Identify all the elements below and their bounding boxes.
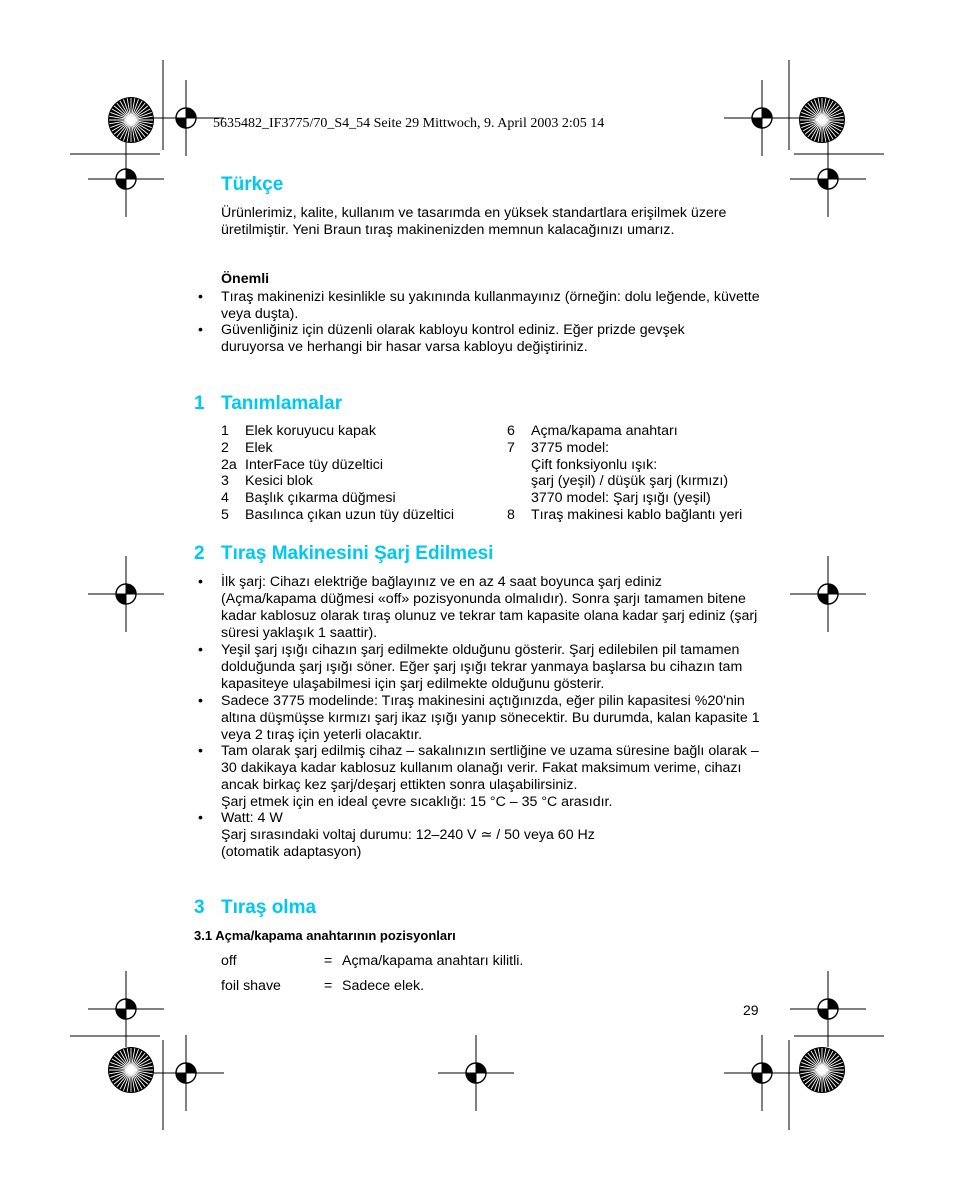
- position-key: off: [221, 953, 237, 969]
- page-number: 29: [743, 1002, 759, 1018]
- bullet-dot: •: [198, 322, 203, 338]
- position-sep: =: [324, 953, 333, 969]
- bullet-text: Yeşil şarj ışığı cihazın şarj edilmekte olduğunu gösterir. Şarj edilebilen pil tamamen dolduğunda şarj ışığı söner. Eğer şarj ışığı tekrar yanmaya başlarsa bu cihazın tam kapasiteye ulaşabilmesi için şarj edilmekte olduğunu gösterir.: [221, 642, 743, 692]
- part-label: Tıraş makinesi kablo bağlantı yeri: [531, 507, 743, 523]
- bullet-text: İlk şarj: Cihazı elektriğe bağlayınız ve en az 4 saat boyunca şarj ediniz (Açma/kapama düğmesi «off» pozisyonunda olmalıdır). Sonra şarjı tamamen bitene kadar kablosuz olarak tıraş olunuz ve tekrar tam kapasite olana kadar şarj ediniz (şarj süresi yaklaşık 1 saattir).: [221, 574, 758, 641]
- part-number: 7: [507, 439, 515, 456]
- bullet-text: Watt: 4 W: [221, 810, 283, 826]
- position-value: Sadece elek.: [342, 978, 425, 994]
- print-slug: 5635482_IF3775/70_S4_54 Seite 29 Mittwoch, 9. April 2003 2:05 14: [213, 116, 605, 131]
- important-bullet-1: [198, 289, 761, 323]
- bullet-text: Tam olarak şarj edilmiş cihaz – sakalınızın sertliğine ve uzama süresine bağlı olarak – 30 dakikaya kadar kablosuz kullanım olanağı verir. Fakat maksimum verime, cihazı ancak birkaç kez şarj/deşarj ettikten sonra ulaşabilirsiniz.: [221, 743, 759, 793]
- part-item: [507, 457, 657, 474]
- position-row: [221, 978, 424, 995]
- section-number: 2: [194, 543, 205, 564]
- starburst-mark: [108, 1047, 154, 1093]
- part-item: [507, 507, 742, 524]
- section-title: Tanımlamalar: [221, 393, 343, 414]
- part-label: Basılınca çıkan uzun tüy düzeltici: [245, 507, 454, 523]
- charging-bullet-1: [198, 574, 761, 642]
- position-row: [221, 953, 523, 970]
- part-label: Çift fonksiyonlu ışık:: [531, 456, 658, 473]
- part-label: Elek koruyucu kapak: [245, 423, 376, 439]
- part-label: Elek: [245, 439, 273, 456]
- important-label: Önemli: [221, 271, 270, 287]
- bullet-text-extra: (otomatik adaptasyon): [221, 844, 362, 860]
- part-label: InterFace tüy düzeltici: [245, 456, 383, 473]
- part-number: 6: [507, 423, 515, 439]
- part-item: [221, 473, 313, 490]
- charging-bullet-3: [198, 693, 761, 744]
- bullet-text: Sadece 3775 modelinde: Tıraş makinesini açtığınızda, eğer pilin kapasitesi %20'nin altına düşmüşse kırmızı şarj ikaz ışığı yanıp sönecektir. Bu durumda, kalan kapasite 1 veya 2 tıraş için yeterli olacaktır.: [221, 693, 760, 743]
- bullet-dot: •: [198, 743, 203, 759]
- charging-bullet-4: [198, 743, 761, 811]
- part-item: [507, 490, 711, 507]
- part-item: [221, 440, 273, 457]
- bullet-dot: •: [198, 289, 203, 305]
- bullet-text: Tıraş makinenizi kesinlikle su yakınında kullanmayınız (örneğin: dolu leğende, küvette veya duşta).: [221, 289, 760, 322]
- section-title: Tıraş olma: [221, 897, 317, 918]
- part-label: şarj (yeşil) / düşük şarj (kırmızı): [531, 473, 729, 490]
- part-item: [221, 490, 396, 507]
- part-label: 3775 model:: [531, 439, 610, 456]
- starburst-mark: [799, 1047, 845, 1093]
- part-item: [507, 440, 609, 457]
- bullet-dot: •: [198, 693, 203, 709]
- intro-paragraph: Ürünlerimiz, kalite, kullanım ve tasarımda en yüksek standartlara erişilmek üzere üretilmiştir. Yeni Braun tıraş makinenizden memnun kalacağınızı umarız.: [221, 205, 727, 238]
- starburst-mark: [108, 97, 154, 143]
- part-item: [221, 507, 454, 524]
- part-label: 3770 model: Şarj ışığı (yeşil): [531, 490, 711, 507]
- section-number: 1: [194, 393, 205, 414]
- bullet-text: Güvenliğiniz için düzenli olarak kabloyu kontrol ediniz. Eğer prizde gevşek duruyorsa ve herhangi bir hasar varsa kabloyu değiştiriniz.: [221, 322, 685, 355]
- part-number: 1: [221, 423, 229, 439]
- bullet-text-extra: Şarj etmek için en ideal çevre sıcaklığı: 15 °C – 35 °C arasıdır.: [221, 794, 613, 810]
- section-title: Tıraş Makinesini Şarj Edilmesi: [221, 543, 494, 564]
- starburst-mark: [799, 97, 845, 143]
- section-1-heading: [194, 393, 342, 415]
- section-2-heading: [194, 543, 493, 565]
- charging-bullet-2: [198, 642, 761, 693]
- part-number: 4: [221, 490, 229, 507]
- part-item: [507, 473, 728, 490]
- part-number: 2: [221, 439, 229, 456]
- subsection-3-1-heading: 3.1 Açma/kapama anahtarının pozisyonları: [194, 928, 456, 943]
- part-item: [507, 423, 678, 440]
- important-bullet-2: [198, 322, 751, 356]
- part-item: [221, 457, 383, 474]
- charging-bullet-5: [198, 810, 761, 861]
- position-sep: =: [324, 978, 333, 994]
- part-label: Açma/kapama anahtarı: [531, 423, 678, 439]
- part-label: Kesici blok: [245, 473, 313, 490]
- part-number: 5: [221, 507, 229, 523]
- section-number: 3: [194, 897, 205, 918]
- position-value: Açma/kapama anahtarı kilitli.: [342, 953, 524, 969]
- part-item: [221, 423, 376, 440]
- bullet-dot: •: [198, 642, 203, 658]
- part-number: 8: [507, 507, 515, 523]
- part-label: Başlık çıkarma düğmesi: [245, 490, 396, 507]
- language-title: Türkçe: [221, 174, 284, 195]
- bullet-dot: •: [198, 574, 203, 590]
- section-3-heading: [194, 897, 316, 919]
- bullet-dot: •: [198, 810, 203, 826]
- part-number: 2a: [221, 456, 237, 473]
- position-key: foil shave: [221, 978, 281, 994]
- part-number: 3: [221, 473, 229, 490]
- bullet-text-extra: Şarj sırasındaki voltaj durumu: 12–240 V ≃ / 50 veya 60 Hz: [221, 827, 595, 843]
